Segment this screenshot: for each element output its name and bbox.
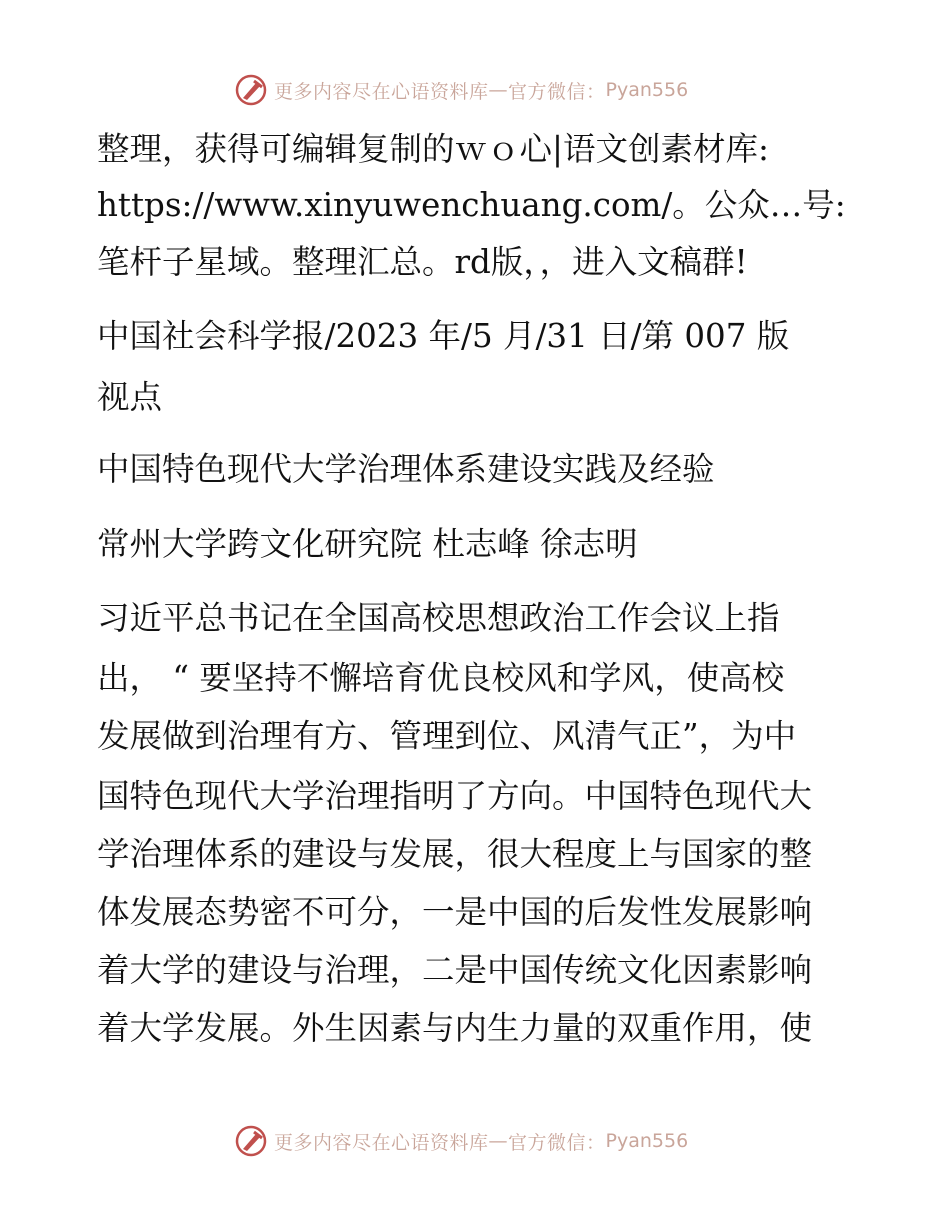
pen-logo-icon — [234, 73, 268, 107]
watermark-official: 官方微信 — [508, 80, 587, 103]
paragraph-line-3: 发展做到治理有方、管理到位、风清气正”，为中 — [97, 717, 797, 755]
paragraph-line-4: 国特色现代大学治理指明了方向。中国特色现代大 — [97, 777, 813, 815]
paragraph-line-2: 出， “ 要坚持不懈培育优良校风和学风，使高校 — [97, 659, 785, 697]
watermark-prefix: 更多内容尽在心语资料库 — [274, 80, 489, 103]
intro-line-2: https://www.xinyuwenchuang.com/。公众…号: — [97, 186, 846, 224]
article-title: 中国特色现代大学治理体系建设实践及经验 — [97, 450, 715, 488]
intro-line-1: 整理，获得可编辑复制的ｗｏ心|语文创素材库: — [97, 130, 769, 168]
watermark-prefix: 更多内容尽在心语资料库 — [274, 1131, 489, 1154]
footer-watermark — [0, 1121, 950, 1161]
watermark-dash: — — [488, 1130, 509, 1152]
paragraph-line-5: 学治理体系的建设与发展，很大程度上与国家的整 — [97, 835, 813, 873]
watermark-dash: — — [488, 79, 509, 101]
watermark-wechat-id: Pyan556 — [605, 79, 689, 101]
watermark-colon: ： — [586, 80, 606, 103]
paragraph-line-8: 着大学发展。外生因素与内生力量的双重作用，使 — [97, 1009, 813, 1047]
paragraph-line-1: 习近平总书记在全国高校思想政治工作会议上指 — [97, 599, 780, 637]
source-line-2: 视点 — [97, 378, 163, 416]
watermark-official: 官方微信 — [508, 1131, 587, 1154]
source-line-1: 中国社会科学报/2023 年/5 月/31 日/第 007 版 — [97, 317, 790, 355]
header-watermark — [0, 70, 950, 110]
watermark-colon: ： — [586, 1131, 606, 1154]
article-authors: 常州大学跨文化研究院 杜志峰 徐志明 — [97, 525, 638, 563]
pen-logo-icon — [234, 1124, 268, 1158]
paragraph-line-7: 着大学的建设与治理，二是中国传统文化因素影响 — [97, 951, 813, 989]
intro-line-3: 笔杆子星域。整理汇总。rd版，，进入文稿群! — [97, 243, 748, 281]
paragraph-line-6: 体发展态势密不可分，一是中国的后发性发展影响 — [97, 893, 813, 931]
watermark-wechat-id: Pyan556 — [605, 1130, 689, 1152]
